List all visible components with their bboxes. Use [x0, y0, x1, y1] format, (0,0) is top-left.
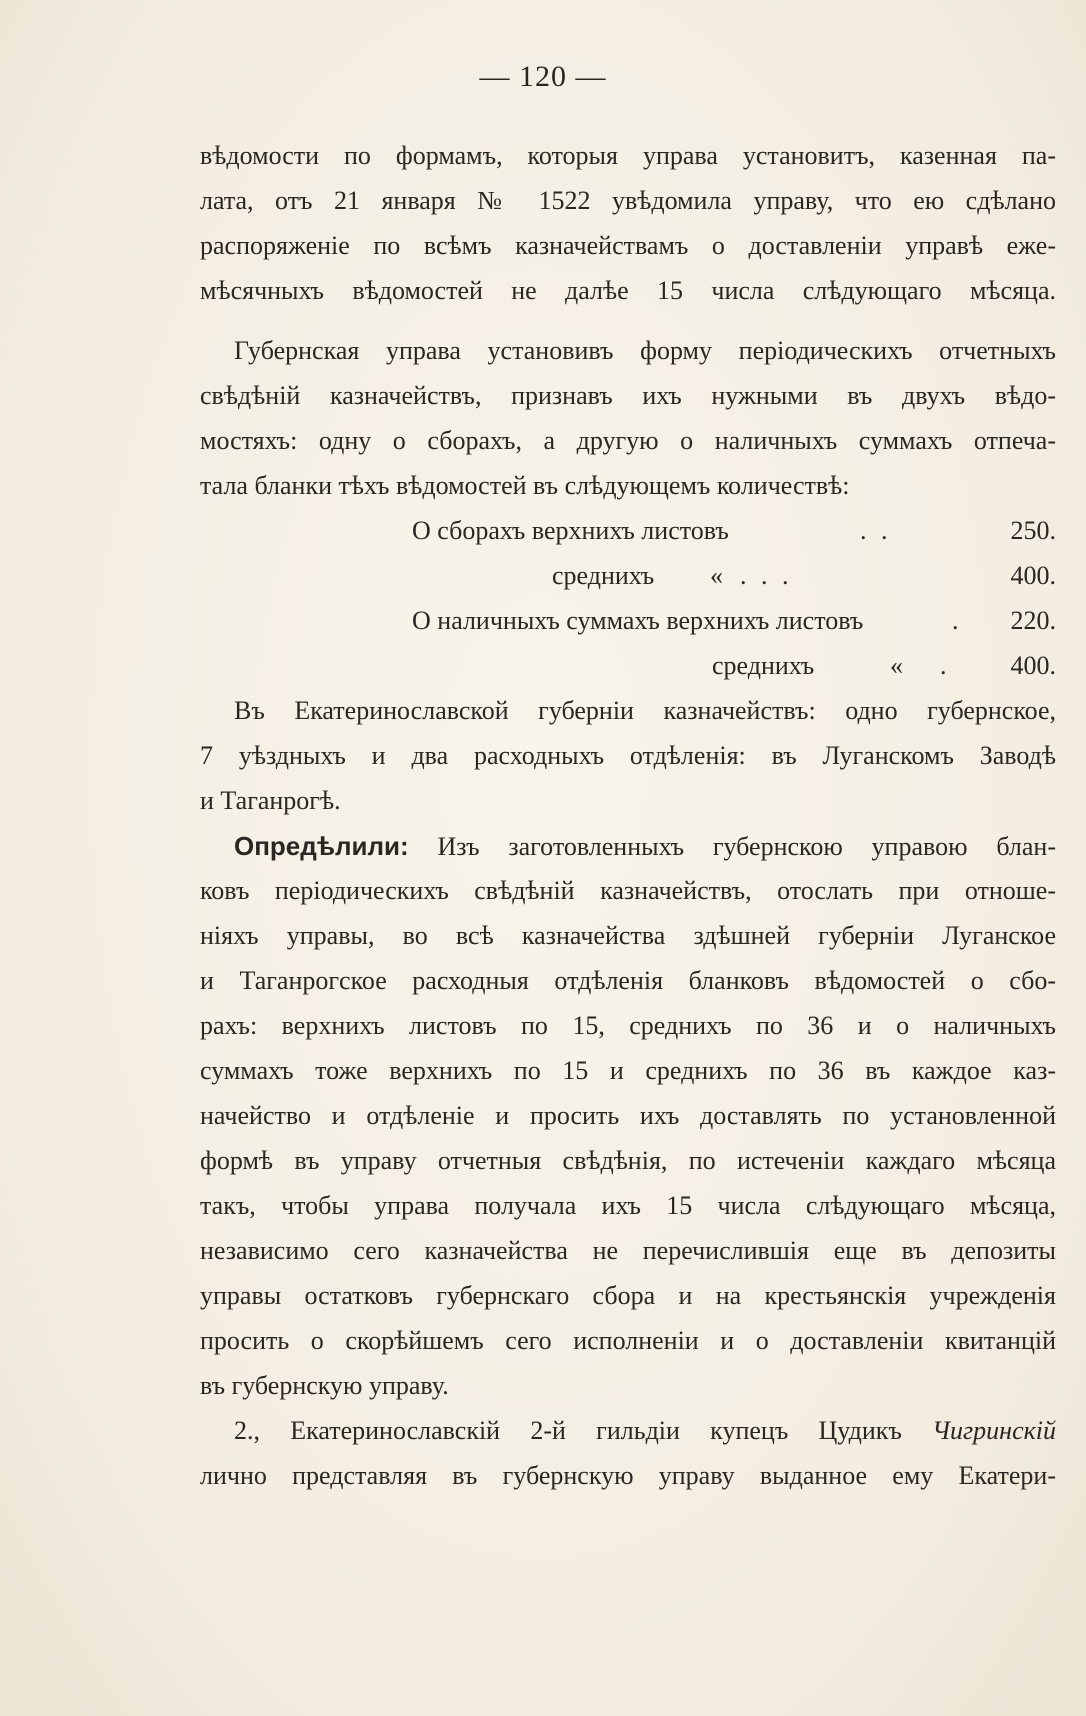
text-line: суммахъ тоже верхнихъ по 15 и среднихъ по 36 въ каждое каз-: [200, 1056, 1056, 1085]
row-value: 400.: [1010, 561, 1056, 590]
text-line: 7 уѣздныхъ и два расходныхъ отдѣленія: въ Луганскомъ Заводѣ: [200, 741, 1056, 770]
table-row: [200, 511, 1056, 551]
row-label: среднихъ: [712, 651, 815, 680]
text-line: вѣдомости по формамъ, которыя управа установитъ, казенная па-: [200, 141, 1056, 170]
table-row: [200, 646, 1056, 686]
text-line: независимо сего казначейства не перечислившія еще въ депозиты: [200, 1236, 1056, 1265]
text-line: формѣ въ управу отчетныя свѣдѣнія, по истеченіи каждаго мѣсяца: [200, 1146, 1056, 1175]
text-line: мостяхъ: одну о сборахъ, а другую о наличныхъ суммахъ отпеча-: [200, 426, 1056, 455]
text-line: ковъ періодическихъ свѣдѣній казначействъ, отослать при отноше-: [200, 876, 1056, 905]
leader-dots: . .: [860, 516, 892, 545]
text-span: Екатеринославскій 2-й гильдіи купецъ Цудикъ: [260, 1416, 933, 1445]
row-value: 400.: [1010, 651, 1056, 680]
text-line: лично представляя въ губернскую управу выданное ему Екатери-: [200, 1461, 1056, 1490]
row-label: О наличныхъ суммахъ верхнихъ листовъ: [412, 606, 864, 635]
leader-dots: .: [940, 651, 951, 680]
table-row: [200, 601, 1056, 641]
resolution-heading: Опредѣлили:: [234, 831, 409, 861]
text-line: ніяхъ управы, во всѣ казначейства здѣшней губерніи Луганское: [200, 921, 1056, 950]
text-line: рахъ: верхнихъ листовъ по 15, среднихъ по 36 и о наличныхъ: [200, 1011, 1056, 1040]
text-line: мѣсячныхъ вѣдомостей не далѣе 15 числа слѣдующаго мѣсяца.: [200, 276, 1056, 305]
text-line: такъ, чтобы управа получала ихъ 15 числа слѣдующаго мѣсяца,: [200, 1191, 1056, 1220]
text-line: тала бланки тѣхъ вѣдомостей въ слѣдующемъ количествѣ:: [200, 471, 850, 500]
row-value: 220.: [1010, 606, 1056, 635]
text-line: [200, 1411, 1056, 1451]
text-line: Губернская управа установивъ форму періодическихъ отчетныхъ: [234, 336, 1056, 365]
text-line: въ губернскую управу.: [200, 1371, 449, 1400]
text-line: лата, отъ 21 января № 1522 увѣдомила управу, что ею сдѣлано: [200, 186, 1056, 215]
text-line: [200, 826, 1056, 867]
ditto-mark: «: [890, 651, 903, 680]
ditto-mark: «: [710, 561, 723, 590]
row-value: 250.: [1010, 516, 1056, 545]
text-line: распоряженіе по всѣмъ казначействамъ о доставленіи управѣ еже-: [200, 231, 1056, 260]
text-line: начейство и отдѣленіе и просить ихъ доставлять по установленной: [200, 1101, 1056, 1130]
item-number: 2.,: [234, 1416, 260, 1445]
text-line: Въ Екатеринославской губерніи казначействъ: одно губернское,: [234, 696, 1056, 725]
text-line: и Таганрогское расходныя отдѣленія бланковъ вѣдомостей о сбо-: [200, 966, 1056, 995]
handwritten-name: Чигринскій: [932, 1416, 1056, 1445]
text-line: и Таганрогѣ.: [200, 786, 341, 815]
row-label: среднихъ: [552, 561, 655, 590]
text-line: просить о скорѣйшемъ сего исполненіи и о доставленіи квитанцій: [200, 1326, 1056, 1355]
row-label: О сборахъ верхнихъ листовъ: [412, 516, 729, 545]
text-line: управы остатковъ губернскаго сбора и на крестьянскія учрежденія: [200, 1281, 1056, 1310]
leader-dots: .: [952, 606, 963, 635]
table-row: [200, 556, 1056, 596]
text-span: Изъ заготовленныхъ губернскою управою блан-: [408, 832, 1056, 861]
text-line: свѣдѣній казначействъ, признавъ ихъ нужными въ двухъ вѣдо-: [200, 381, 1056, 410]
leader-dots: . . .: [740, 561, 793, 590]
page-number: — 120 —: [479, 60, 607, 93]
